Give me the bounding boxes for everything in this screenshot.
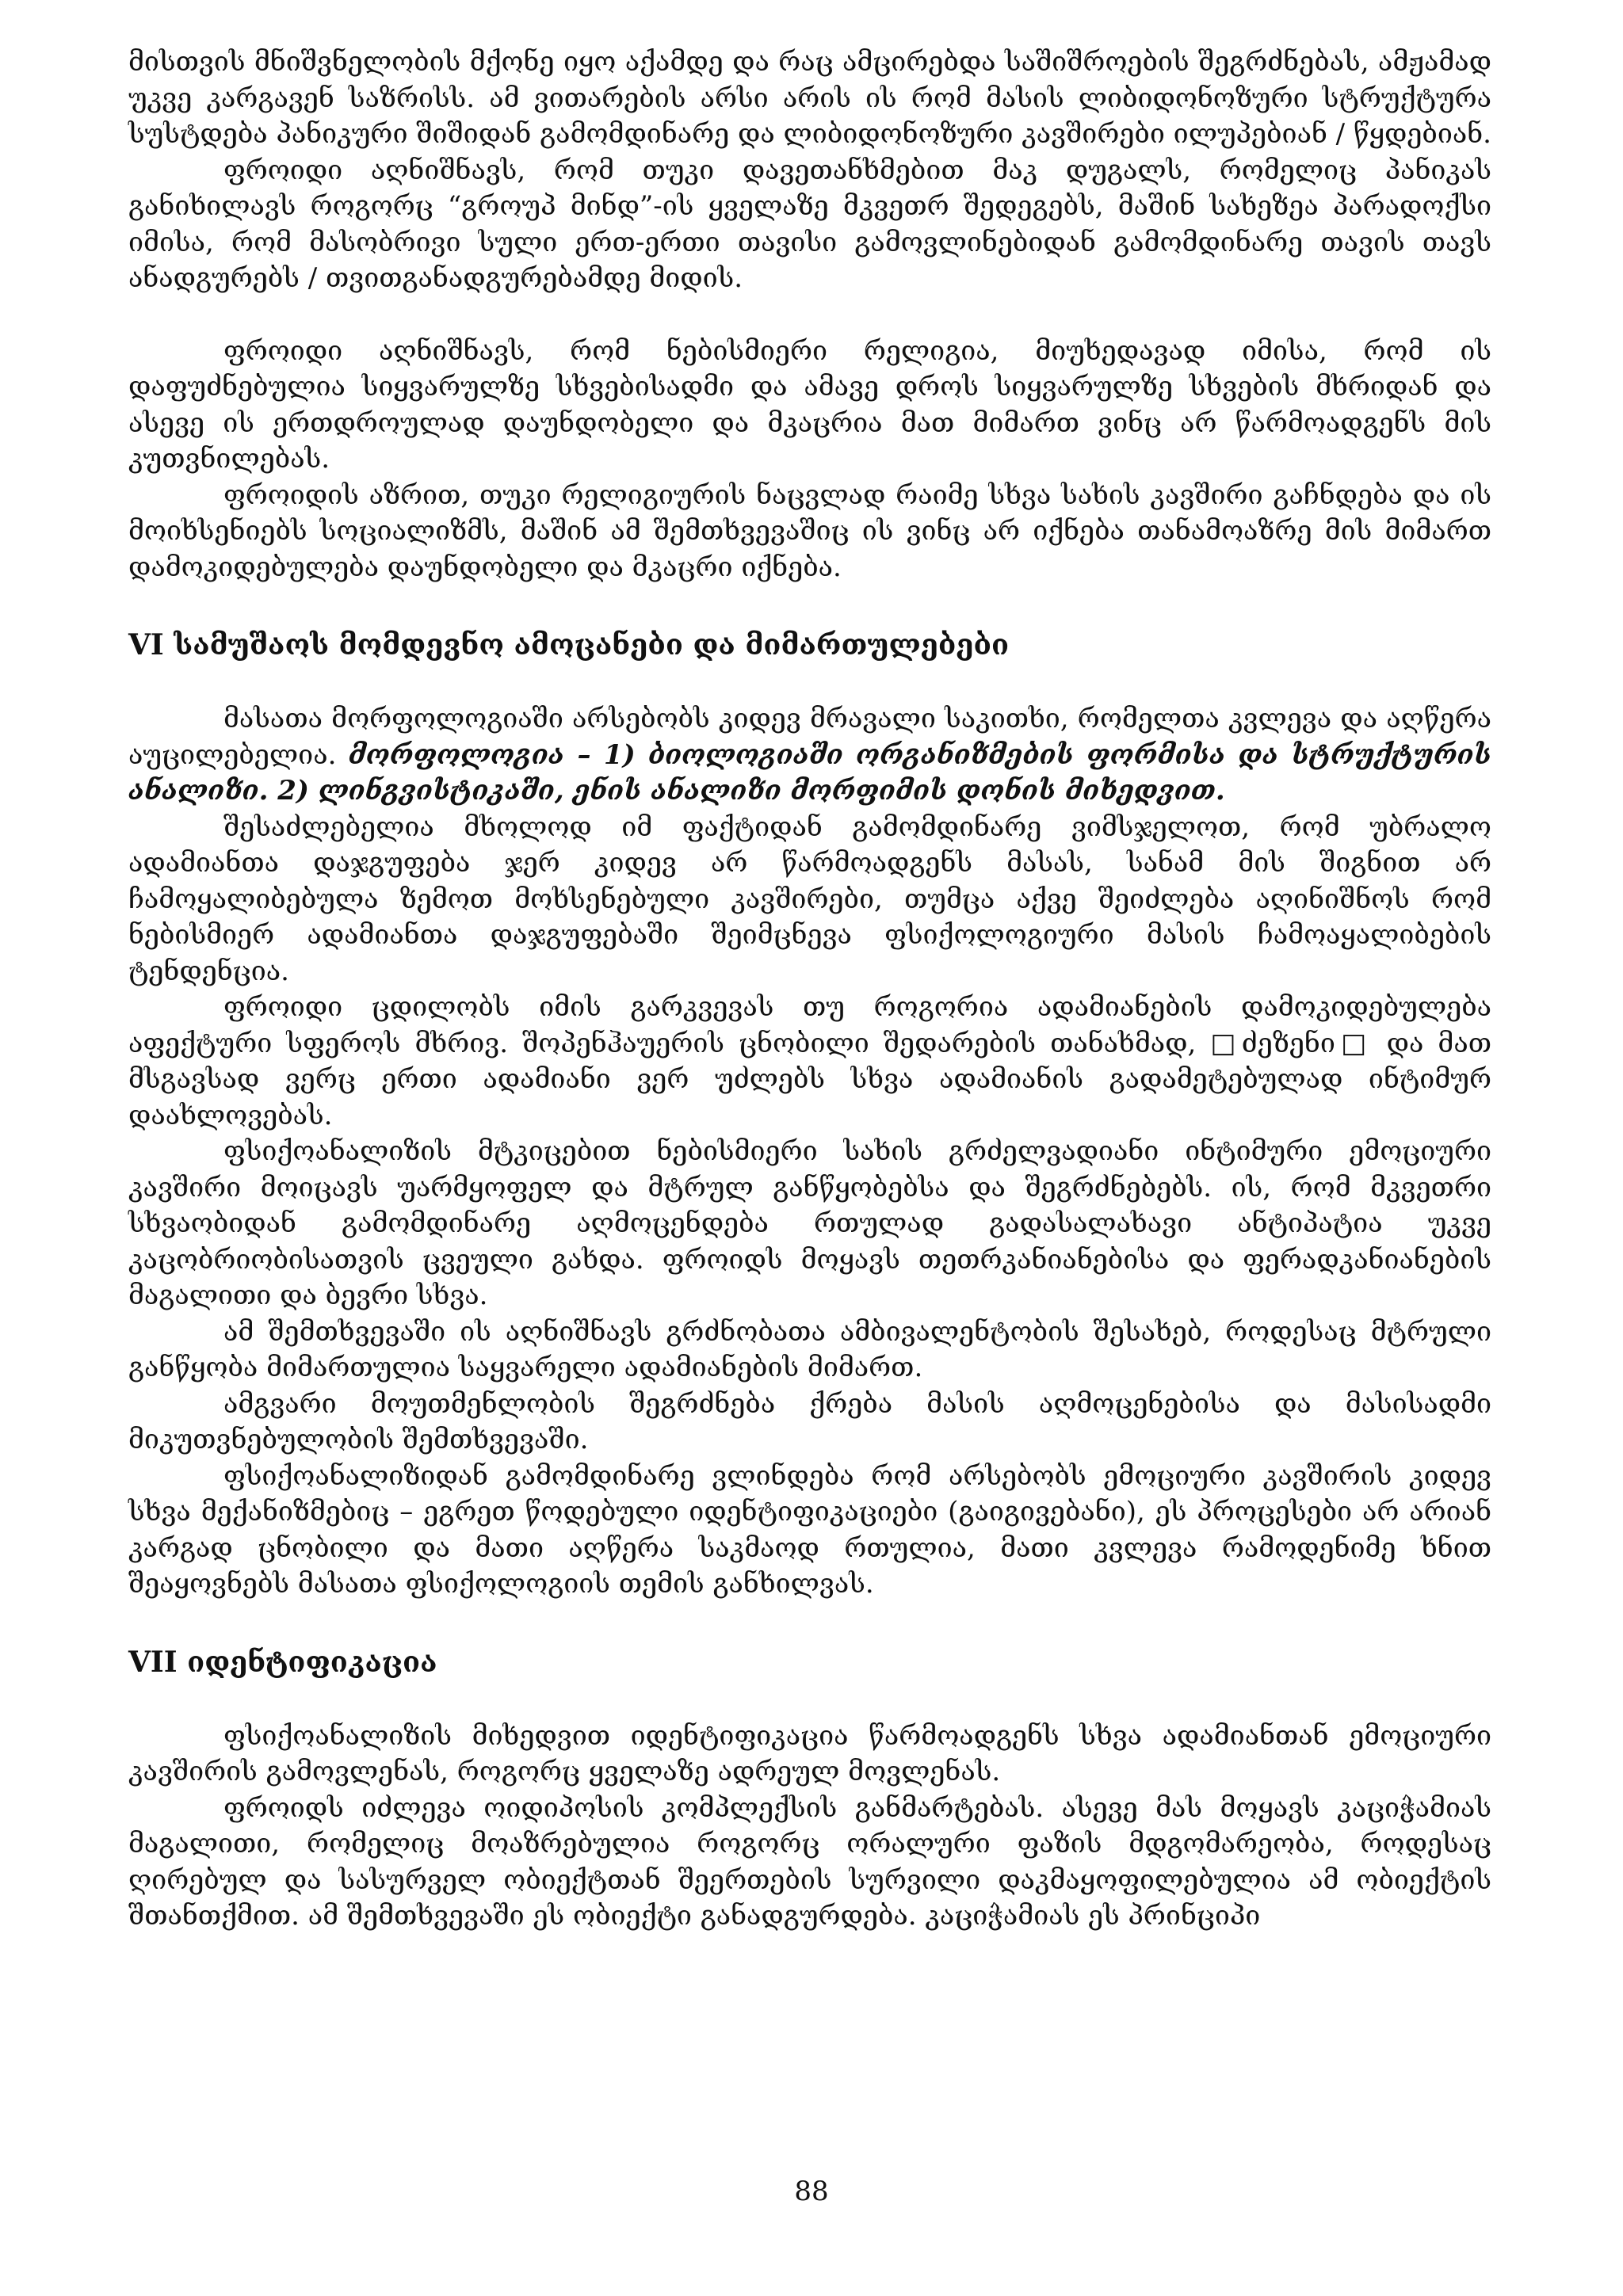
section-heading-vi: VI სამუშაოს მომდევნო ამოცანები და მიმართულებები — [128, 628, 1010, 662]
section6-paragraph-6: ამგვარი მოუთმენლობის შეგრძნება ქრება მასის აღმოცენებისა და მასისადმი მიკუთვნებულობის შემთხვევაში. — [128, 1387, 1491, 1455]
section-heading-vii: VII იდენტიფიკაცია — [128, 1645, 437, 1679]
section6-paragraph-7: ფსიქოანალიზიდან გამომდინარე ვლინდება რომ არსებობს ემოციური კავშირის კიდევ სხვა მექანიზმებიც – ეგრეთ წოდებული იდენტიფიკაციები (გაიგივებანი), ეს პროცესები არ არიან კარგად ცნობილი და მათი აღწერა საკმაოდ რთულია, მათი კვლევა რამოდენიმე ხნით შეაყოვნებს მასათა ფსიქოლოგიის თემის განხილვას. — [128, 1459, 1491, 1600]
paragraph-top-2: ფროიდი აღნიშნავს, რომ თუკი დავეთანხმებით მაკ დუგალს, რომელიც პანიკას განიხილავს როგორც “გროუპ მინდ”-ის ყველაზე მკვეთრ შედეგებს, მაშინ სახეზეა პარადოქსი იმისა, რომ მასობრივი სული ერთ-ერთი თავისი გამოვლინებიდან გამომდინარე თავის თავს ანადგურებს / თვითგანადგურებამდე მიდის. — [128, 154, 1491, 294]
section6-paragraph-5: ამ შემთხვევაში ის აღნიშნავს გრძნობათა ამბივალენტობის შესახებ, როდესაც მტრული განწყობა მიმართულია საყვარელი ადამიანების მიმართ. — [128, 1315, 1491, 1383]
section7-paragraph-1: ფსიქოანალიზის მიხედვით იდენტიფიკაცია წარმოადგენს სხვა ადამიანთან ემოციური კავშირის გამოვლენას, როგორც ყველაზე ადრეულ მოვლენას. — [128, 1719, 1491, 1787]
paragraph-top-3: ფროიდი აღნიშნავს, რომ ნებისმიერი რელიგია, მიუხედავად იმისა, რომ ის დაფუძნებულია სიყვარულზე სხვებისადმი და ამავე დროს სიყვარულზე სხვების მხრიდან და ასევე ის ერთდროულად დაუნდობელი და მკაცრია მათ მიმართ ვინც არ წარმოადგენს მის კუთვნილებას. — [128, 334, 1491, 475]
section6-paragraph-1 — [128, 701, 1491, 810]
morphology-definition: მორფოლოგია – 1) ბიოლოგიაში ორგანიზმების ფორმისა და სტრუქტურის ანალიზი. 2) ლინგვისტიკაში, ენის ანალიზი მორფიმის დონის მიხედვით. — [128, 738, 1491, 807]
section7-paragraph-2: ფროიდს იძლევა ოიდიპოსის კომპლექსის განმარტებას. ასევე მას მოყავს კაციჭამიას მაგალითი, რომელიც მოაზრებულია როგორც ორალური ფაზის მდგომარეობა, როდესაც ღირებულ და სასურველ ობიექტთან შეერთების სურვილი დაკმაყოფილებულია ამ ობიექტის შთანთქმით. ამ შემთხვევაში ეს ობიექტი განადგურდება. კაციჭამიას ეს პრინციპი — [128, 1791, 1491, 1932]
paragraph-gap — [128, 297, 1491, 334]
section6-paragraph-1-text: მასათა მორფოლოგიაში არსებობს კიდევ მრავალი საკითხი, რომელთა კვლევა და აღწერა აუცილებელია. — [128, 703, 1491, 771]
paragraph-top-4: ფროიდის აზრით, თუკი რელიგიურის ნაცვლად რაიმე სხვა სახის კავშირი გაჩნდება და ის მოიხსენიებს სოციალიზმს, მაშინ ამ შემთხვევაშიც ის ვინც არ იქნება თანამოაზრე მის მიმართ დამოკიდებულება დაუნდობელი და მკაცრი იქნება. — [128, 479, 1491, 583]
paragraph-top-1: მისთვის მნიშვნელობის მქონე იყო აქამდე და რაც ამცირებდა საშიშროების შეგრძნებას, ამჟამად უკვე კარგავენ საზრისს. ამ ვითარების არსი არის ის რომ მასის ლიბიდონოზური სტრუქტურა სუსტდება პანიკური შიშიდან გამომდინარე და ლიბიდონოზური კავშირები ილუპებიან / წყდებიან. — [128, 46, 1491, 150]
section6-paragraph-2: შესაძლებელია მხოლოდ იმ ფაქტიდან გამომდინარე ვიმსჯელოთ, რომ უბრალო ადამიანთა დაჯგუფება ჯერ კიდევ არ წარმოადგენს მასას, სანამ მის შიგნით არ ჩამოყალიბებულა ზემოთ მოხსენებული კავშირები, თუმცა აქვე შეიძლება აღინიშნოს რომ ნებისმიერ ადამიანთა დაჯგუფებაში შეიმცნევა ფსიქოლოგიური მასის ჩამოაყალიბების ტენდენცია. — [128, 810, 1491, 987]
section6-paragraph-3: ფროიდი ცდილობს იმის გარკვევას თუ როგორია ადამიანების დამოკიდებულება აფექტური სფეროს მხრივ. შოპენჰაუერის ცნობილი შედარების თანახმად, □ძეზენი□ და მათ მსგავსად ვერც ერთი ადამიანი ვერ უძლებს სხვა ადამიანის გადამეტებულად ინტიმურ დაახლოვებას. — [128, 991, 1491, 1131]
page-number: 88 — [794, 2176, 829, 2207]
section6-paragraph-4: ფსიქოანალიზის მტკიცებით ნებისმიერი სახის გრძელვადიანი ინტიმური ემოციური კავშირი მოიცავს უარმყოფელ და მტრულ განწყობებსა და შეგრძნებებს. ის, რომ მკვეთრი სხვაობიდან გამომდინარე აღმოცენდება რთულად გადასალახავი ანტიპატია უკვე კაცობრიობისათვის ცვეული გახდა. ფროიდს მოყავს თეთრკანიანებისა და ფერადკანიანების მაგალითი და ბევრი სხვა. — [128, 1135, 1491, 1311]
page-body — [128, 44, 1491, 1935]
